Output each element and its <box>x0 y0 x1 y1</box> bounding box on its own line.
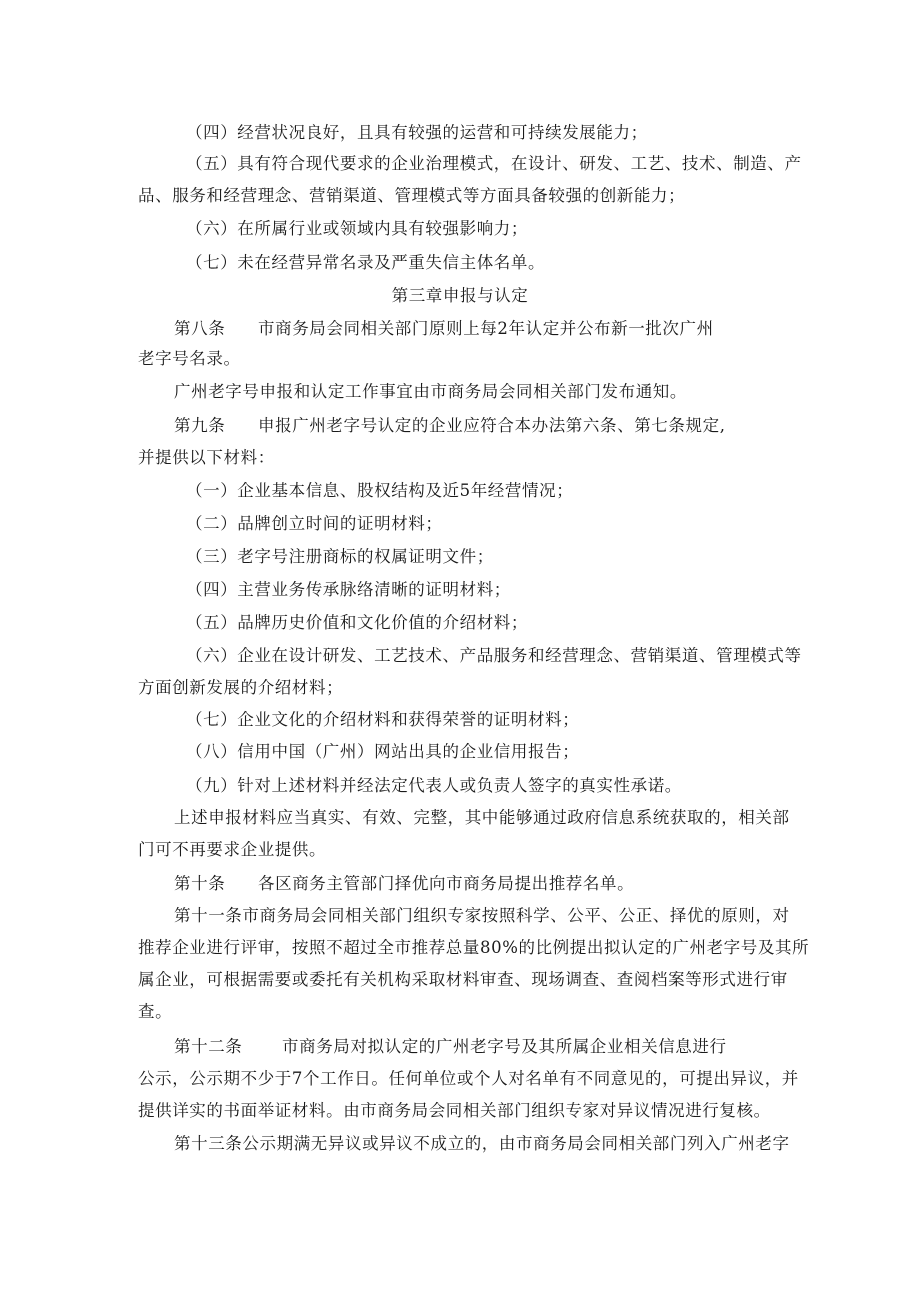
article-11-line-3: 属企业，可根据需要或委托有关机构采取材料审查、现场调查、查阅档案等形式进行审 <box>138 970 788 989</box>
paragraph-notice: 广州老字号申报和认定工作事宜由市商务局会同相关部门发布通知。 <box>174 382 687 401</box>
article-12-text-line-3: 提供详实的书面举证材料。由市商务局会同相关部门组织专家对异议情况进行复核。 <box>138 1101 771 1120</box>
article-12-text-line-1: 市商务局对拟认定的广州老字号及其所属企业相关信息进行 <box>282 1037 727 1056</box>
chapter-heading: 第三章申报与认定 <box>391 286 529 305</box>
list-item: （二）品牌创立时间的证明材料； <box>186 514 443 533</box>
paragraph-item-5-line-2: 品、服务和经营理念、营销渠道、管理模式等方面具备较强的创新能力； <box>138 186 686 205</box>
article-11-line-4: 查。 <box>138 1002 173 1021</box>
article-9-text-line-2: 并提供以下材料： <box>138 448 275 467</box>
article-8-text-line-2: 老字号名录。 <box>138 349 241 368</box>
article-12-text-line-2: 公示，公示期不少于7个工作日。任何单位或个人对名单有不同意见的，可提出异议，并 <box>138 1069 799 1088</box>
paragraph-item-6: （六）在所属行业或领域内具有较强影响力； <box>186 219 528 238</box>
list-item-6-line-2: 方面创新发展的介绍材料； <box>138 678 344 697</box>
list-item: （九）针对上述材料并经法定代表人或负责人签字的真实性承诺。 <box>186 776 682 795</box>
list-item: （五）品牌历史价值和文化价值的介绍材料； <box>186 613 528 632</box>
article-13-line-1: 第十三条公示期满无异议或异议不成立的，由市商务局会同相关部门列入广州老字 <box>174 1134 790 1153</box>
list-item: （三）老字号注册商标的权属证明文件； <box>186 547 494 566</box>
article-10-label: 第十条 <box>174 874 226 893</box>
list-item: （四）主营业务传承脉络清晰的证明材料； <box>186 580 511 599</box>
article-8-text-line-1: 市商务局会同相关部门原则上每2年认定并公布新一批次广州 <box>258 319 714 338</box>
article-11-line-1: 第十一条市商务局会同相关部门组织专家按照科学、公平、公正、择优的原则，对 <box>174 906 790 925</box>
article-9-label: 第九条 <box>174 416 226 435</box>
list-item-6-line-1: （六）企业在设计研发、工艺技术、产品服务和经营理念、营销渠道、管理模式等 <box>186 646 802 665</box>
article-12-label: 第十二条 <box>174 1037 243 1056</box>
article-9-text-line-1: 申报广州老字号认定的企业应符合本办法第六条、第七条规定, <box>258 416 726 435</box>
paragraph-materials-line-2: 门可不再要求企业提供。 <box>138 840 327 859</box>
list-item: （一）企业基本信息、股权结构及近5年经营情况； <box>186 481 574 500</box>
paragraph-item-5-line-1: （五）具有符合现代要求的企业治理模式，在设计、研发、工艺、技术、制造、产 <box>186 154 802 173</box>
list-item: （七）企业文化的介绍材料和获得荣誉的证明材料； <box>186 710 580 729</box>
paragraph-item-4: （四）经营状况良好，且具有较强的运营和可持续发展能力； <box>186 123 648 142</box>
article-11-line-2: 推荐企业进行评审，按照不超过全市推荐总量80%的比例提出拟认定的广州老字号及其所 <box>138 938 810 957</box>
list-item: （八）信用中国（广州）网站出具的企业信用报告； <box>186 742 580 761</box>
article-10-text: 各区商务主管部门择优向市商务局提出推荐名单。 <box>258 874 635 893</box>
article-8-label: 第八条 <box>174 319 226 338</box>
paragraph-materials-line-1: 上述申报材料应当真实、有效、完整，其中能够通过政府信息系统获取的，相关部 <box>174 808 790 827</box>
paragraph-item-7: （七）未在经营异常名录及严重失信主体名单。 <box>186 253 546 272</box>
